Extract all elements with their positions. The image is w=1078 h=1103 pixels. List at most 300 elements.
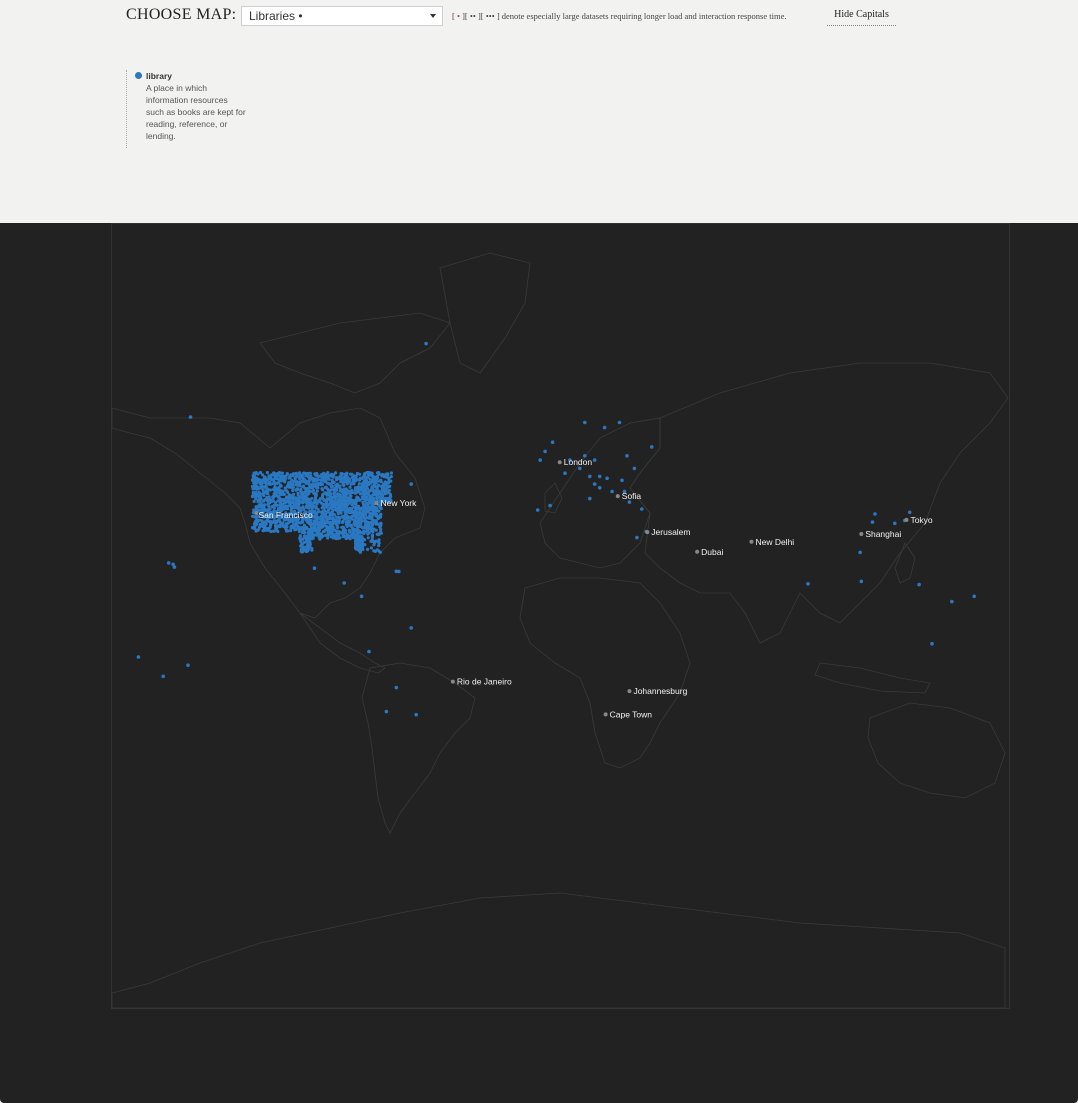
library-point [337, 521, 340, 524]
library-point [316, 499, 319, 502]
library-point [361, 501, 364, 504]
library-point [186, 663, 190, 667]
note-mid2: ][ [475, 11, 486, 21]
library-point [308, 531, 311, 534]
library-point [328, 482, 331, 485]
arctic-islands-outline [260, 313, 450, 393]
library-point [366, 532, 369, 535]
library-point [173, 565, 177, 569]
capital-label: New York [380, 498, 417, 509]
library-point [326, 536, 329, 539]
library-point [308, 541, 311, 544]
capital-dot[interactable] [604, 712, 608, 716]
library-point [397, 570, 401, 574]
library-point [345, 500, 348, 503]
library-point [373, 497, 376, 500]
library-point [294, 528, 297, 531]
library-point [362, 487, 365, 490]
library-point [331, 485, 334, 488]
library-point [360, 519, 363, 522]
library-point [307, 546, 310, 549]
data-points-layer [137, 342, 976, 720]
library-point [258, 505, 261, 508]
library-point [908, 511, 912, 515]
library-point [348, 511, 351, 514]
library-point [409, 482, 413, 486]
library-point [360, 595, 364, 599]
library-point [315, 493, 318, 496]
antarctica-outline [112, 893, 1005, 1008]
library-point [304, 549, 307, 552]
library-point [274, 477, 277, 480]
capital-dot[interactable] [374, 501, 378, 505]
library-point [342, 492, 345, 495]
library-point [367, 536, 370, 539]
library-point [299, 544, 302, 547]
capital-label: Tokyo [910, 514, 933, 525]
library-point [259, 523, 262, 526]
library-point [893, 522, 897, 526]
library-point [253, 500, 256, 503]
library-point [354, 492, 357, 495]
library-point [385, 710, 389, 714]
library-point [369, 521, 372, 524]
south-america-outline [362, 663, 475, 833]
library-point [282, 504, 285, 507]
library-point [281, 472, 284, 475]
library-point [274, 503, 277, 506]
library-point [329, 529, 332, 532]
library-point [373, 493, 376, 496]
library-point [254, 472, 257, 475]
library-point [327, 534, 330, 537]
library-point [300, 491, 303, 494]
library-point [361, 537, 364, 540]
capital-dot[interactable] [645, 530, 649, 534]
library-point [278, 491, 281, 494]
library-point [263, 503, 266, 506]
library-point [348, 486, 351, 489]
library-point [390, 475, 393, 478]
library-point [296, 487, 299, 490]
library-point [372, 549, 375, 552]
library-point [348, 516, 351, 519]
library-point [267, 505, 270, 508]
library-point [353, 528, 356, 531]
library-point [256, 500, 259, 503]
library-point [274, 521, 277, 524]
capital-label: London [563, 457, 593, 468]
library-point [363, 498, 366, 501]
library-point [349, 499, 352, 502]
capital-dot[interactable] [695, 550, 699, 554]
library-point [334, 495, 337, 498]
library-point [315, 505, 318, 508]
library-point [348, 501, 351, 504]
library-point [285, 529, 288, 532]
library-point [374, 489, 377, 492]
library-point [315, 514, 318, 517]
library-point [296, 492, 299, 495]
library-point [351, 509, 354, 512]
library-point [593, 482, 597, 486]
library-point [310, 477, 313, 480]
library-point [368, 471, 371, 474]
europe-outline [540, 418, 660, 568]
library-point [301, 480, 304, 483]
library-point [276, 499, 279, 502]
library-point [325, 486, 328, 489]
library-point [543, 450, 547, 454]
library-point [298, 483, 301, 486]
library-point [635, 536, 639, 540]
library-point [414, 713, 418, 717]
library-point [307, 492, 310, 495]
library-point [379, 479, 382, 482]
library-point [268, 476, 271, 479]
library-point [385, 489, 388, 492]
library-point [317, 482, 320, 485]
library-point [335, 501, 338, 504]
library-point [294, 477, 297, 480]
library-point [256, 487, 259, 490]
legend-title: library [146, 71, 172, 81]
library-point [291, 489, 294, 492]
library-point [374, 506, 377, 509]
map-container[interactable] [0, 223, 1078, 1103]
library-point [300, 550, 303, 553]
library-point [364, 520, 367, 523]
legend [126, 70, 246, 148]
japan-outline [895, 543, 915, 583]
library-point [603, 426, 607, 430]
library-point [319, 497, 322, 500]
library-point [318, 523, 321, 526]
library-point [325, 511, 328, 514]
library-point [339, 504, 342, 507]
library-point [536, 508, 540, 512]
library-point [348, 529, 351, 532]
library-point [353, 522, 356, 525]
library-point [332, 519, 335, 522]
library-point [288, 476, 291, 479]
library-point [281, 490, 284, 493]
library-point [371, 475, 374, 478]
library-point [339, 480, 342, 483]
library-point [289, 527, 292, 530]
library-point [331, 510, 334, 513]
choose-map-label: CHOOSE MAP: [126, 6, 237, 23]
library-point [288, 520, 291, 523]
library-point [371, 530, 374, 533]
library-point [137, 655, 141, 659]
british-isles-outline [545, 483, 562, 513]
library-point [301, 497, 304, 500]
legend-description: A place in which information resources such as books are kept for reading, reference, or lending. [146, 83, 246, 141]
library-point [379, 524, 382, 527]
library-point [371, 534, 374, 537]
library-point [380, 492, 383, 495]
library-point [272, 496, 275, 499]
library-point [321, 510, 324, 513]
library-point [305, 539, 308, 542]
library-point [314, 485, 317, 488]
library-point [167, 561, 171, 565]
library-point [342, 581, 346, 585]
library-point [259, 471, 262, 474]
legend-dot-icon [135, 72, 142, 79]
library-point [254, 524, 257, 527]
library-point [345, 517, 348, 520]
library-point [351, 491, 354, 494]
library-point [650, 445, 654, 449]
library-point [263, 498, 266, 501]
library-point [318, 538, 321, 541]
library-point [353, 512, 356, 515]
library-point [313, 566, 317, 570]
library-point [375, 529, 378, 532]
library-point [161, 675, 165, 679]
library-point [263, 478, 266, 481]
library-point [306, 527, 309, 530]
library-point [313, 479, 316, 482]
library-point [372, 480, 375, 483]
library-point [273, 481, 276, 484]
capital-dot[interactable] [616, 494, 620, 498]
library-point [305, 474, 308, 477]
library-point [335, 530, 338, 533]
library-point [297, 498, 300, 501]
library-point [322, 479, 325, 482]
library-point [281, 522, 284, 525]
library-point [312, 526, 315, 529]
note-d2: •• [469, 11, 476, 21]
library-point [368, 490, 371, 493]
library-point [302, 546, 305, 549]
library-point [538, 458, 542, 462]
library-point [268, 495, 271, 498]
library-point [358, 482, 361, 485]
capital-dot[interactable] [558, 460, 562, 464]
library-point [345, 511, 348, 514]
dataset-size-note [452, 11, 787, 21]
library-point [301, 505, 304, 508]
library-point [265, 488, 268, 491]
library-point [294, 523, 297, 526]
library-point [299, 488, 302, 491]
library-point [325, 475, 328, 478]
library-point [390, 471, 393, 474]
capital-dot[interactable] [627, 689, 631, 693]
library-point [583, 421, 587, 425]
library-point [385, 472, 388, 475]
capital-label: Jerusalem [651, 527, 691, 538]
library-point [316, 533, 319, 536]
world-map[interactable] [0, 223, 1078, 1103]
library-point [325, 506, 328, 509]
library-point [376, 522, 379, 525]
library-point [361, 506, 364, 509]
library-point [358, 490, 361, 493]
library-point [323, 491, 326, 494]
library-point [284, 489, 287, 492]
library-point [333, 513, 336, 516]
capital-dot[interactable] [451, 680, 455, 684]
library-point [310, 490, 313, 493]
library-point [375, 479, 378, 482]
library-point [286, 473, 289, 476]
library-point [620, 479, 624, 483]
library-point [930, 642, 934, 646]
library-point [317, 475, 320, 478]
capital-dot[interactable] [749, 540, 753, 544]
library-point [377, 516, 380, 519]
library-point [266, 500, 269, 503]
library-point [358, 525, 361, 528]
library-point [309, 521, 312, 524]
library-point [266, 471, 269, 474]
library-point [380, 485, 383, 488]
capital-dot[interactable] [859, 532, 863, 536]
library-point [367, 494, 370, 497]
library-point [279, 484, 282, 487]
library-point [257, 491, 260, 494]
library-point [326, 527, 329, 530]
capital-label: New Delhi [755, 536, 795, 547]
library-point [366, 529, 369, 532]
library-point [340, 500, 343, 503]
library-point [316, 490, 319, 493]
library-point [376, 498, 379, 501]
library-point [365, 485, 368, 488]
library-point [354, 507, 357, 510]
library-point [367, 481, 370, 484]
library-point [610, 490, 614, 494]
library-point [387, 481, 390, 484]
library-point [354, 542, 357, 545]
library-point [346, 520, 349, 523]
map-select[interactable] [241, 6, 443, 26]
library-point [376, 475, 379, 478]
library-point [260, 484, 263, 487]
library-point [588, 497, 592, 501]
library-point [316, 527, 319, 530]
library-point [359, 547, 362, 550]
library-point [377, 538, 380, 541]
library-point [352, 534, 355, 537]
library-point [373, 513, 376, 516]
capital-dot[interactable] [904, 518, 908, 522]
library-point [268, 481, 271, 484]
capital-label: San Francisco [258, 509, 313, 520]
note-d1: • [456, 11, 460, 21]
library-point [357, 521, 360, 524]
library-point [858, 551, 862, 555]
library-point [321, 483, 324, 486]
library-point [342, 503, 345, 506]
library-point [252, 508, 255, 511]
library-point [335, 535, 338, 538]
library-point [274, 489, 277, 492]
library-point [319, 526, 322, 529]
library-point [363, 517, 366, 520]
library-point [917, 583, 921, 587]
land-outlines [112, 253, 1008, 1008]
library-point [860, 580, 864, 584]
greenland-outline [440, 253, 530, 373]
library-point [358, 478, 361, 481]
library-point [972, 595, 976, 599]
library-point [301, 494, 304, 497]
australia-outline [868, 703, 1005, 798]
library-point [321, 494, 324, 497]
library-point [341, 483, 344, 486]
library-point [303, 491, 306, 494]
capital-label: Johannesburg [633, 686, 688, 697]
library-point [345, 523, 348, 526]
library-point [640, 507, 644, 511]
library-point [379, 528, 382, 531]
library-point [548, 504, 552, 508]
library-point [370, 546, 373, 549]
library-point [355, 538, 358, 541]
library-point [370, 517, 373, 520]
library-point [372, 540, 375, 543]
library-point [251, 485, 254, 488]
library-point [289, 481, 292, 484]
library-point [330, 532, 333, 535]
library-point [342, 531, 345, 534]
library-point [354, 489, 357, 492]
library-point [806, 582, 810, 586]
hide-capitals-button[interactable]: Hide Capitals [827, 9, 896, 26]
library-point [295, 503, 298, 506]
library-point [315, 472, 318, 475]
library-point [335, 507, 338, 510]
library-point [364, 491, 367, 494]
library-point [257, 528, 260, 531]
library-point [378, 532, 381, 535]
library-point [329, 521, 332, 524]
library-point [373, 510, 376, 513]
library-point [334, 471, 337, 474]
library-point [343, 478, 346, 481]
library-point [325, 521, 328, 524]
library-point [325, 501, 328, 504]
library-point [330, 475, 333, 478]
library-point [336, 483, 339, 486]
library-point [253, 477, 256, 480]
library-point [301, 529, 304, 532]
library-point [355, 498, 358, 501]
library-point [371, 506, 374, 509]
library-point [350, 483, 353, 486]
library-point [346, 480, 349, 483]
library-point [304, 496, 307, 499]
africa-outline [520, 578, 690, 768]
library-point [256, 480, 259, 483]
library-point [354, 479, 357, 482]
library-point [288, 485, 291, 488]
note-mid1: ][ [459, 11, 470, 21]
library-point [873, 512, 877, 516]
library-point [335, 488, 338, 491]
library-point [321, 506, 324, 509]
library-point [360, 516, 363, 519]
library-point [378, 473, 381, 476]
indonesia-outline [815, 663, 930, 693]
library-point [274, 526, 277, 529]
